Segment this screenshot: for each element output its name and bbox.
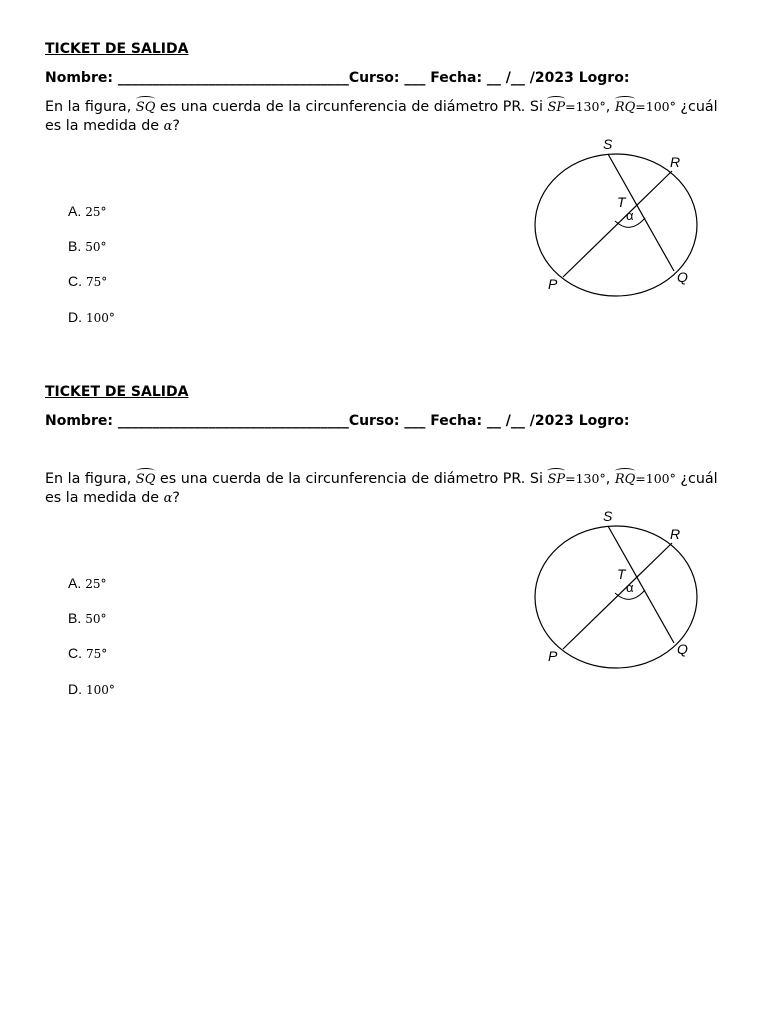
label-s: S [603, 136, 613, 152]
name-line: Nombre: _________________________________Curso: ___ Fecha: __ /__ /2023 Logro: [45, 413, 630, 429]
question-part: es una cuerda de la circunferencia de diámetro PR. Si [155, 471, 548, 487]
label-p: P [548, 276, 558, 292]
label-p: P [548, 648, 558, 664]
option-c[interactable] [68, 645, 107, 662]
diameter-pr [563, 171, 672, 277]
ticket-title: TICKET DE SALIDA [45, 384, 189, 400]
option-value: 50° [85, 612, 107, 626]
label-r: R [670, 526, 681, 542]
option-value: 50° [85, 240, 107, 254]
chord-sq-line [608, 526, 674, 643]
circle-figure [480, 134, 710, 304]
arc-sp: SP [547, 472, 566, 487]
option-a[interactable] [68, 203, 107, 220]
option-b[interactable] [68, 610, 107, 627]
option-value: 25° [85, 577, 107, 591]
label-alpha: α [626, 208, 634, 223]
ticket-title: TICKET DE SALIDA [45, 41, 189, 57]
option-value: 100° [86, 683, 115, 697]
option-a[interactable] [68, 575, 107, 592]
circle-figure [480, 506, 710, 676]
option-value: 25° [85, 205, 107, 219]
option-letter: B. [68, 610, 82, 626]
option-letter: C. [68, 645, 82, 661]
option-letter: A. [68, 203, 82, 219]
question-part: ? [172, 118, 181, 134]
label-r: R [670, 154, 681, 170]
label-s: S [603, 508, 613, 524]
alpha-symbol: α [163, 119, 173, 134]
label-q: Q [677, 269, 688, 285]
diameter-pr [563, 543, 672, 649]
question-part: es una cuerda de la circunferencia de diámetro PR. Si [155, 99, 548, 115]
option-d[interactable] [68, 309, 115, 326]
option-letter: B. [68, 238, 82, 254]
arc-sp: SP [547, 100, 566, 115]
question-part: ¿cuál es la medida de [45, 99, 718, 134]
arc-sp-value: =130° [565, 99, 606, 114]
arc-rq: RQ [614, 100, 636, 115]
option-letter: C. [68, 273, 82, 289]
arc-rq-value: =100° [635, 99, 676, 114]
option-b[interactable] [68, 238, 107, 255]
name-line: Nombre: _________________________________Curso: ___ Fecha: __ /__ /2023 Logro: [45, 70, 630, 86]
option-value: 75° [86, 647, 108, 661]
arc-rq: RQ [614, 472, 636, 487]
option-c[interactable] [68, 273, 107, 290]
chord-sq: SQ [135, 100, 156, 115]
chord-sq: SQ [135, 472, 156, 487]
question-separator: , [605, 99, 615, 115]
option-value: 75° [86, 275, 108, 289]
option-value: 100° [86, 311, 115, 325]
label-alpha: α [626, 580, 634, 595]
arc-sp-value: =130° [565, 471, 606, 486]
option-letter: A. [68, 575, 82, 591]
label-q: Q [677, 641, 688, 657]
chord-sq-line [608, 154, 674, 271]
arc-rq-value: =100° [635, 471, 676, 486]
question-text [45, 97, 730, 136]
option-d[interactable] [68, 681, 115, 698]
label-t: T [617, 566, 626, 582]
alpha-symbol: α [163, 491, 173, 506]
question-part: En la figura, [45, 471, 136, 487]
question-part: En la figura, [45, 99, 136, 115]
label-t: T [617, 194, 626, 210]
question-part: ? [172, 490, 181, 506]
question-text [45, 469, 730, 508]
question-separator: , [605, 471, 615, 487]
question-part: ¿cuál es la medida de [45, 471, 718, 506]
option-letter: D. [68, 681, 82, 697]
option-letter: D. [68, 309, 82, 325]
